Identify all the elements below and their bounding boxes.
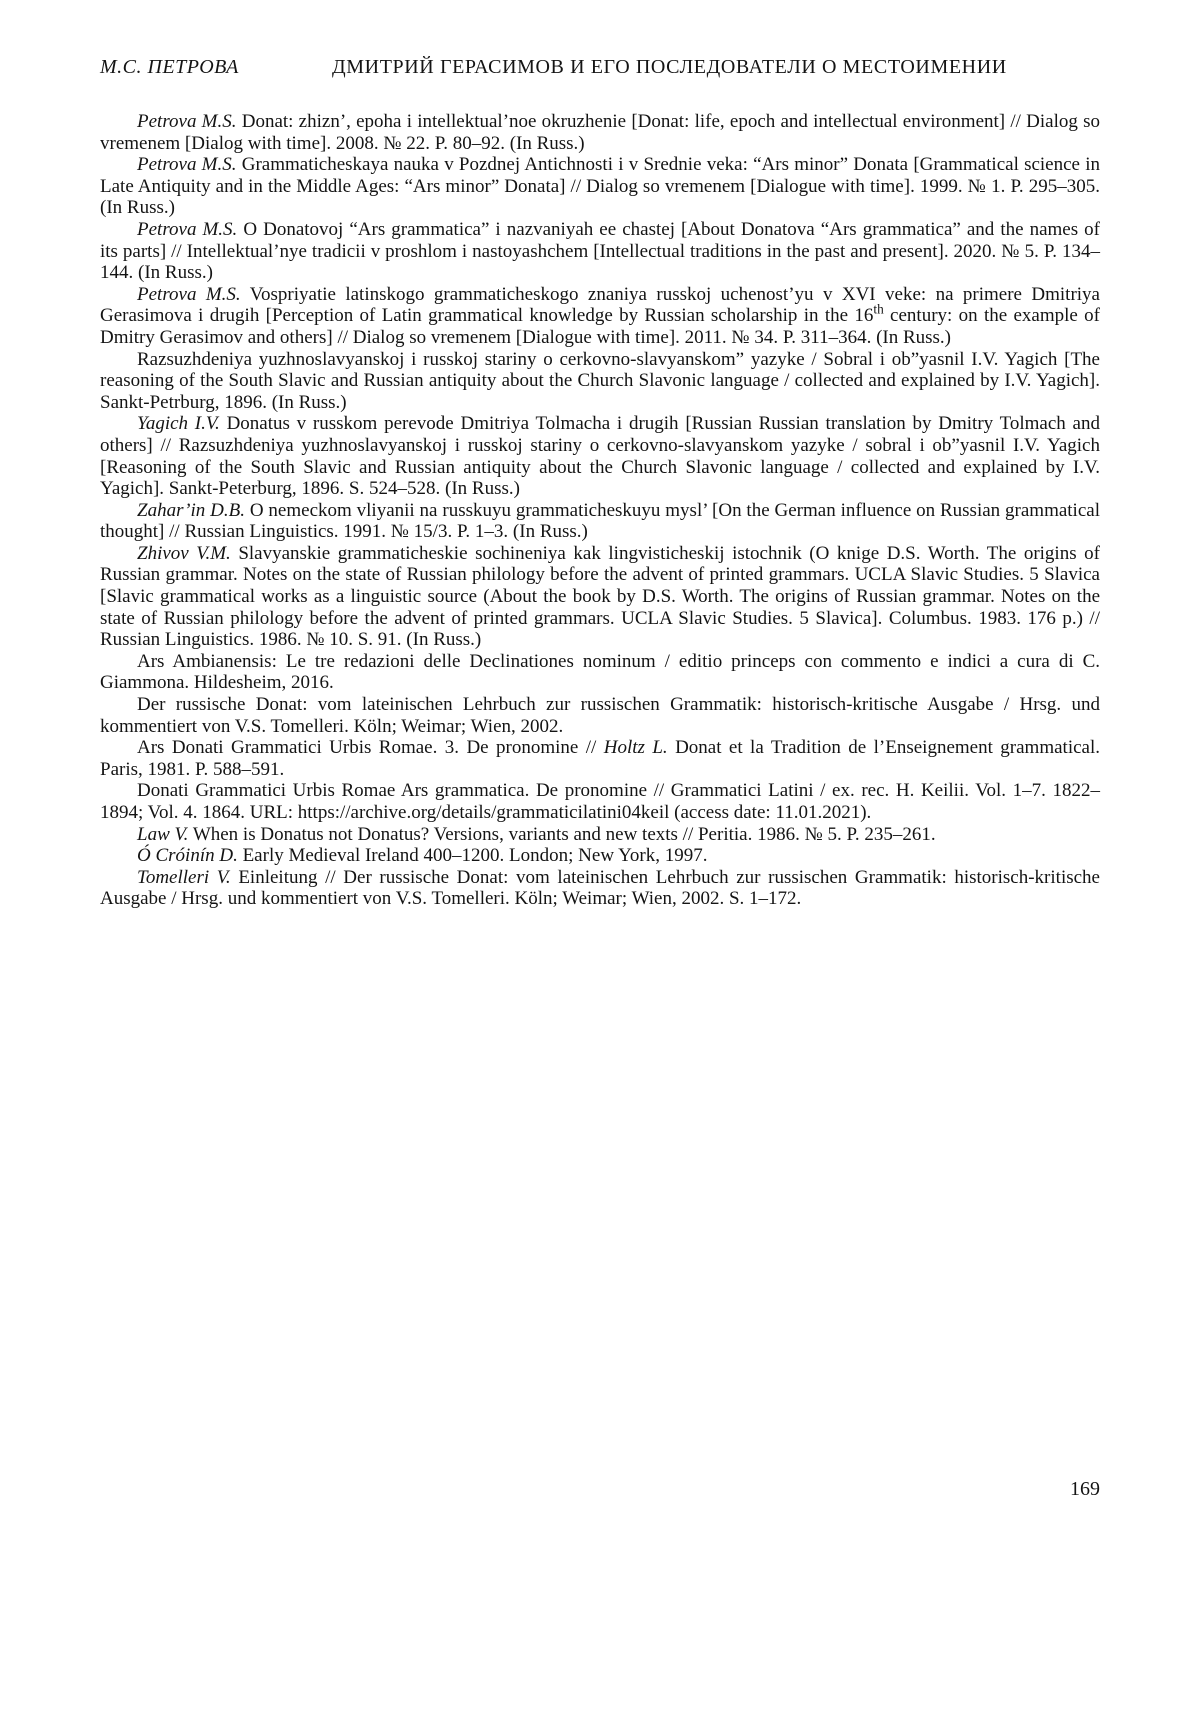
reference-segment: When is Donatus not Donatus? Versions, variants and new texts // Peritia. 1986. № 5. P. 235–261. (188, 823, 936, 845)
reference-segment: Donat: zhizn’, epoha i intellektual’noe okruzhenie [Donat: life, epoch and intellectual environment] // Dialog so vremenem [Dialog with time]. 2008. № 22. P. 80–92. (In Russ.) (100, 111, 1100, 154)
reference-segment: Zahar’in D.B. (137, 499, 245, 521)
reference-segment: Slavyanskie grammaticheskie sochineniya kak lingvisticheskij istochnik (O knige D.S. Worth. The origins of Russian grammar. Notes on the state of Russian philology before the advent of printed grammars. UCLA Slavic Studies. 5 Slavica [Slavic grammatical works as a linguistic source (About the book by D.S. Worth. The origins of Russian grammar. Notes on the state of Russian philology before the advent of printed grammars. UCLA Slavic Studies. 5 Slavica]. Columbus. 1983. 176 p.) // Russian Linguistics. 1986. № 10. S. 91. (In Russ.) (100, 542, 1100, 651)
reference-segment: O Donatovoj “Ars grammatica” i nazvaniyah ee chastej [About Donatova “Ars grammatica” and the names of its parts] // Intellektual’nye tradicii v proshlom i nastoyashchem [Intellectual traditions in the past and present]. 2020. № 5. P. 134–144. (In Russ.) (100, 218, 1100, 284)
reference-segment: Petrova M.S. (137, 283, 241, 305)
reference-segment: Petrova M.S. (137, 111, 237, 132)
reference-entry (100, 500, 1100, 543)
reference-entry (100, 780, 1100, 823)
reference-entry (100, 737, 1100, 780)
reference-segment: Yagich I.V. (137, 413, 220, 435)
reference-segment: Zhivov V.M. (137, 542, 231, 564)
reference-segment: O nemeckom vliyanii na russkuyu grammaticheskuyu mysl’ [On the German influence on Russian grammatical thought] // Russian Linguistics. 1991. № 15/3. P. 1–3. (In Russ.) (100, 499, 1100, 543)
reference-segment: Holtz L. (603, 737, 668, 759)
reference-segment: Early Medieval Ireland 400–1200. London; New York, 1997. (237, 845, 708, 867)
reference-entry (100, 111, 1100, 154)
reference-segment: th (873, 302, 884, 318)
reference-segment: Law V. (137, 823, 189, 845)
reference-segment: Ó Cróinín D. (137, 845, 238, 867)
reference-entry (100, 694, 1100, 737)
reference-segment: Petrova M.S. (137, 218, 238, 240)
reference-segment: Donati Grammatici Urbis Romae Ars grammatica. De pronomine // Grammatici Latini / ex. rec. H. Keilii. Vol. 1–7. 1822–1894; Vol. 4. 1864. URL: https://archive.org/details/grammaticilatini04keil (access date: 11.01.2021). (100, 780, 1100, 823)
reference-entry (100, 867, 1100, 910)
reference-entry (100, 154, 1100, 219)
reference-segment: Vospriyatie latinskogo grammaticheskogo znaniya russkoj uchenost’yu v XVI veke: na primere Dmitriya Gerasimova i drugih [Perception of Latin grammatical knowledge by Russian scholarship in the 16 (100, 283, 1100, 327)
header-title: ДМИТРИЙ ГЕРАСИМОВ И ЕГО ПОСЛЕДОВАТЕЛИ О МЕСТОИМЕНИИ (332, 56, 1007, 78)
reference-segment: Einleitung // Der russische Donat: vom lateinischen Lehrbuch zur russischen Grammatik: historisch-kritische Ausgabe / Hrsg. und kommentiert von V.S. Tomelleri. Köln; Weimar; Wien, 2002. S. 1–172. (100, 866, 1100, 910)
reference-segment: Razsuzhdeniya yuzhnoslavyanskoj i russkoj stariny o cerkovno-slavyanskom” yazyke / Sobral i ob”yasnil I.V. Yagich [The reasoning of the South Slavic and Russian antiquity about the Church Slavonic language / collected and explained by I.V. Yagich]. Sankt-Petrburg, 1896. (In Russ.) (100, 348, 1100, 413)
reference-segment: Donat et la Tradition de l’Enseignement grammatical. Paris, 1981. P. 588–591. (100, 737, 1101, 780)
reference-entry (100, 845, 1100, 867)
reference-entry (100, 543, 1100, 651)
page-number: 169 (1070, 1478, 1100, 1500)
reference-entry (100, 413, 1100, 499)
references-list (100, 111, 1100, 910)
reference-entry (100, 219, 1100, 284)
reference-entry (100, 349, 1100, 414)
reference-entry (100, 284, 1100, 349)
reference-segment: Petrova M.S. (137, 154, 237, 176)
header-author: М.С. ПЕТРОВА (100, 56, 239, 78)
reference-segment: Grammaticheskaya nauka v Pozdnej Antichnosti i v Srednie veka: “Ars minor” Donata [Grammatical science in Late Antiquity and in the Middle Ages: “Ars minor” Donata] // Dialog so vremenem [Dialogue with time]. 1999. № 1. P. 295–305. (In Russ.) (100, 154, 1100, 219)
reference-entry (100, 651, 1100, 694)
reference-segment: Tomelleri V. (137, 866, 231, 888)
reference-entry (100, 824, 1100, 846)
reference-segment: century: on the example of Dmitry Gerasimov and others] // Dialog so vremenem [Dialogue with time]. 2011. № 34. P. 311–364. (In Russ.) (100, 305, 1100, 348)
reference-segment: Ars Ambianensis: Le tre redazioni delle Declinationes nominum / editio princeps con commento e indici a cura di C. Giammona. Hildesheim, 2016. (100, 650, 1100, 694)
running-header (100, 56, 1100, 79)
reference-segment: Ars Donati Grammatici Urbis Romae. 3. De pronomine // (137, 737, 604, 759)
reference-segment: Der russische Donat: vom lateinischen Lehrbuch zur russischen Grammatik: historisch-kritische Ausgabe / Hrsg. und kommentiert von V.S. Tomelleri. Köln; Weimar; Wien, 2002. (100, 694, 1100, 737)
reference-segment: Donatus v russkom perevode Dmitriya Tolmacha i drugih [Russian Russian translation by Dmitry Tolmach and others] // Razsuzhdeniya yuzhnoslavyanskoj i russkoj stariny o cerkovno-slavyanskom yazyke / sobral i ob”yasnil I.V. Yagich [Reasoning of the South Slavic and Russian antiquity about the Church Slavonic language / collected and explained by I.V. Yagich]. Sankt-Peterburg, 1896. S. 524–528. (In Russ.) (100, 413, 1100, 500)
